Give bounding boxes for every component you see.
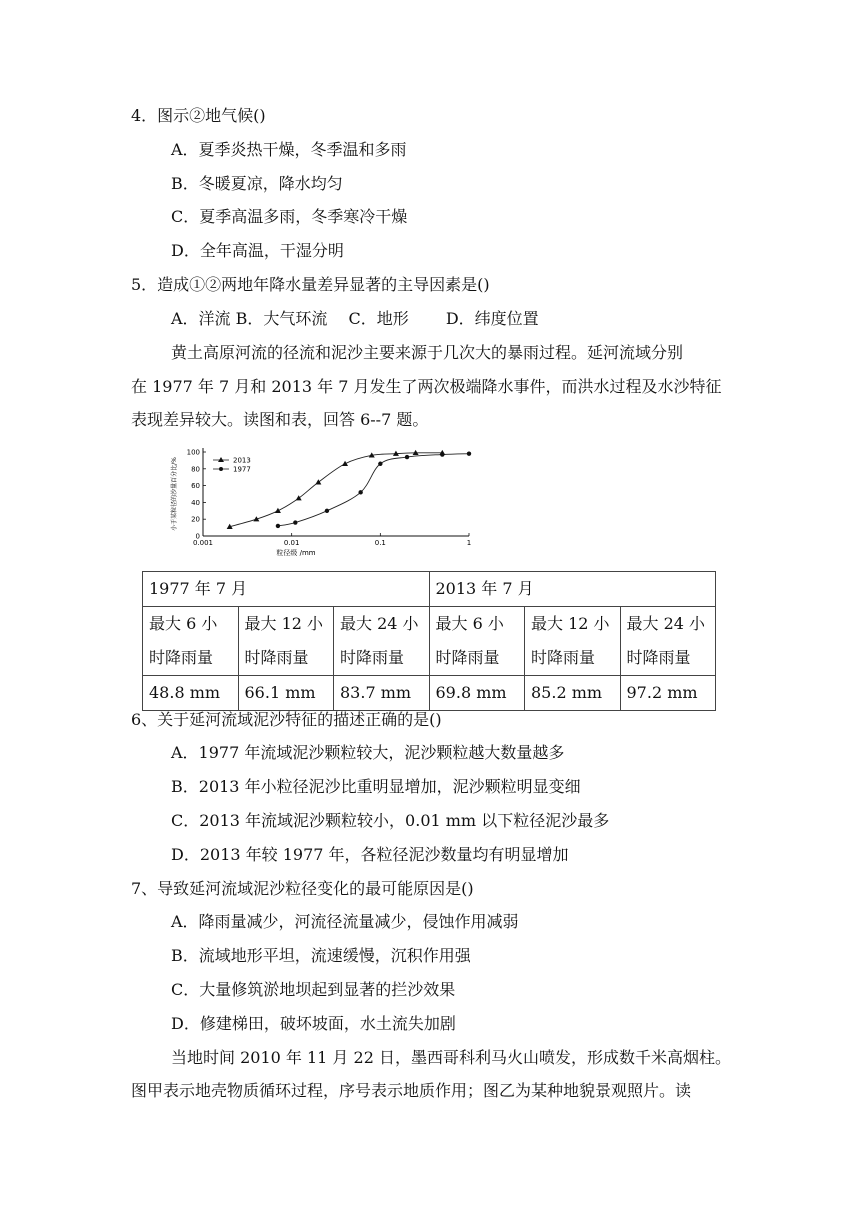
data-point-1977 [378,462,382,466]
table-header-cell: 最大 12 小时降雨量 [238,607,334,676]
q6-option-a: A．1977 年流域泥沙颗粒较大，泥沙颗粒越大数量越多 [171,743,565,762]
data-point-1977 [325,509,329,513]
x-tick-label: 0.1 [374,539,386,547]
data-point-1977 [293,520,297,524]
data-point-1977 [467,451,471,455]
q4-option-c: C．夏季高温多雨，冬季寒冷干燥 [171,207,408,226]
x-tick-label: 0.01 [283,539,300,547]
q4-option-a: A．夏季炎热干燥，冬季温和多雨 [171,140,407,159]
x-tick-label: 1 [466,539,472,547]
data-point-1977 [440,452,444,456]
table-header-cell: 最大 6 小时降雨量 [429,607,525,676]
data-point-2013 [342,461,348,466]
legend-label-2013: 2013 [233,456,251,465]
table-header-row [143,607,716,676]
legend-marker-2013 [218,457,224,462]
y-tick-label: 80 [191,465,200,474]
intro2-line2: 图甲表示地壳物质循环过程，序号表示地质作用；图乙为某种地貌景观照片。读 [131,1081,692,1100]
table-value-cell: 48.8 mm [143,676,239,711]
table-header-cell: 最大 12 小时降雨量 [525,607,621,676]
data-point-1977 [276,524,280,528]
rainfall-table [142,571,716,711]
q5-stem: 5．造成①②两地年降水量差异显著的主导因素是() [131,275,490,294]
q6-option-b: B．2013 年小粒径泥沙比重明显增加，泥沙颗粒明显变细 [171,777,581,796]
q7-option-c: C．大量修筑淤地坝起到显著的拦沙效果 [171,980,456,999]
q6-option-c: C．2013 年流域泥沙颗粒较小，0.01 mm 以下粒径泥沙最多 [171,811,610,830]
intro2-line1: 当地时间 2010 年 11 月 22 日，墨西哥科利马火山喷发，形成数千米高烟柱。 [171,1048,731,1067]
intro1-line2: 在 1977 年 7 月和 2013 年 7 月发生了两次极端降水事件，而洪水过程及水沙特征 [131,377,722,396]
intro1-line1: 黄土高原河流的径流和泥沙主要来源于几次大的暴雨过程。延河流域分别 [171,343,684,362]
data-point-2013 [296,495,302,500]
q7-option-d: D．修建梯田，破坏坡面，水土流失加剧 [171,1014,456,1033]
table-value-cell: 97.2 mm [620,676,716,711]
table-year-1977: 1977 年 7 月 [143,572,430,607]
series-line-2013 [230,453,443,527]
q4-stem: 4．图示②地气候() [131,106,266,125]
q7-option-b: B．流域地形平坦，流速缓慢，沉积作用强 [171,946,471,965]
table-header-cell: 最大 24 小时降雨量 [334,607,430,676]
x-axis-label: 粒径级 /mm [276,549,316,557]
table-header-cell: 最大 6 小时降雨量 [143,607,239,676]
legend-label-1977: 1977 [233,465,251,474]
y-tick-label: 40 [191,498,200,507]
legend-marker-1977 [219,467,223,471]
y-tick-label: 0 [195,532,200,541]
table-value-cell: 83.7 mm [334,676,430,711]
q7-option-a: A．降雨量减少，河流径流量减少，侵蚀作用减弱 [171,912,519,931]
table-value-cell: 69.8 mm [429,676,525,711]
table-value-row [143,676,716,711]
x-tick-label: 0.001 [192,539,214,547]
data-point-2013 [315,479,321,484]
q6-stem: 6、关于延河流域泥沙特征的描述正确的是() [131,710,442,729]
y-tick-label: 60 [191,482,200,491]
series-line-1977 [278,454,469,526]
q4-option-d: D．全年高温，干湿分明 [171,241,344,260]
data-point-1977 [358,490,362,494]
intro1-line3: 表现差异较大。读图和表，回答 6--7 题。 [131,410,429,429]
q4-option-b: B．冬暖夏凉，降水均匀 [171,174,343,193]
y-axis-label: 小于某粒径的沙量百分比/% [171,457,178,531]
q5-options: A．洋流 B．大气环流 C．地形 D．纬度位置 [171,309,539,328]
table-value-cell: 66.1 mm [238,676,334,711]
table-header-cell: 最大 24 小时降雨量 [620,607,716,676]
q7-stem: 7、导致延河流域泥沙粒径变化的最可能原因是() [131,879,474,898]
y-tick-label: 20 [191,515,200,524]
q6-option-d: D．2013 年较 1977 年，各粒径泥沙数量均有明显增加 [171,845,569,864]
data-point-1977 [405,455,409,459]
y-tick-label: 100 [186,448,200,457]
table-value-cell: 85.2 mm [525,676,621,711]
table-year-2013: 2013 年 7 月 [429,572,716,607]
sediment-grain-size-chart [160,440,480,558]
data-point-2013 [275,508,281,513]
table-year-row [143,572,716,607]
